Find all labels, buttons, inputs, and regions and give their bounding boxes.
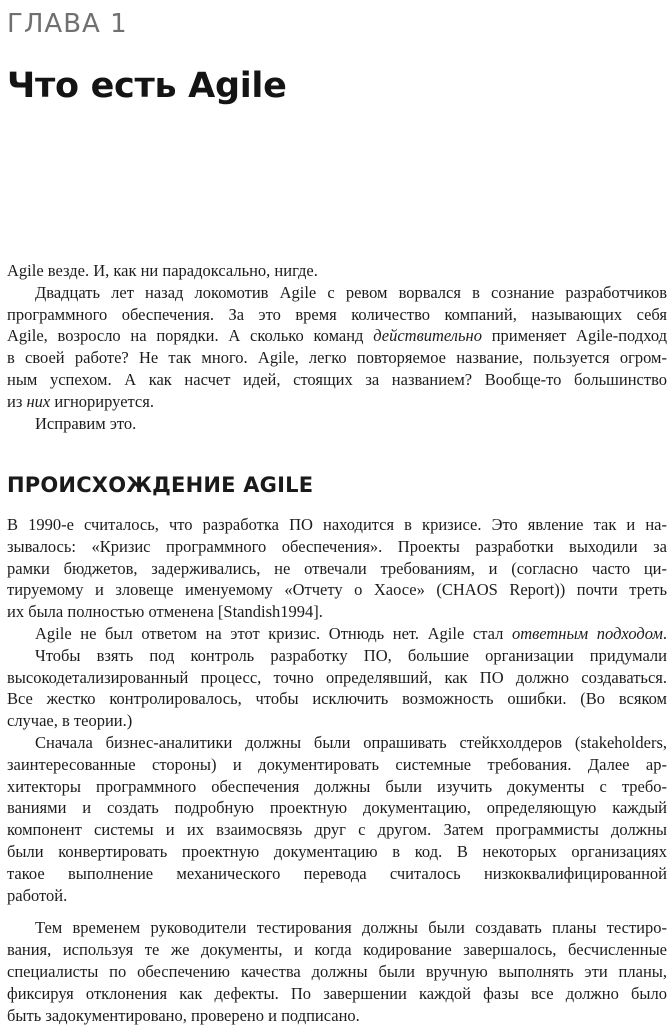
text-line [7, 819, 667, 841]
text-span: Исправим это. [35, 413, 137, 433]
text-span: Двадцать лет назад локомотив Agile с ревом ворвался в сознание разработчиков [35, 282, 667, 302]
text-span: зывалось: «Кризис программного обеспечения». Проекты разработки выходили за [7, 536, 667, 556]
text-span: тируемому и зловеще именуемому «Отчету о Хаосе» (CHAOS Report)) почти треть [7, 580, 667, 600]
chapter-title: Что есть Agile [7, 66, 287, 106]
text-line [7, 732, 667, 754]
emphasis-text: них [26, 391, 51, 411]
text-line [7, 558, 667, 580]
text-line [7, 369, 667, 391]
text-span: такое выполнение механического перевода считалось низкоквалифицированной [7, 863, 667, 883]
text-span: Чтобы взять под контроль разработку ПО, большие организации придумали [35, 645, 667, 665]
intro-paragraphs [7, 260, 667, 434]
text-line [7, 282, 667, 304]
text-span: специалисты по обеспечению качества должны были вручную выполнять эти планы, [7, 961, 667, 981]
section-heading: ПРОИСХОЖДЕНИЕ AGILE [7, 473, 314, 497]
text-line [7, 917, 667, 939]
text-span: их была полностью отменена [Standish1994]. [7, 602, 323, 622]
text-line [7, 623, 667, 645]
text-span: ваниями и создать подробную проектную документацию, определяющую каждый [7, 798, 667, 818]
text-line [7, 579, 667, 601]
emphasis-text: действительно [373, 326, 482, 346]
text-span: Сначала бизнес-аналитики должны были опрашивать стейкхолдеров (stakeholders, [35, 732, 667, 752]
emphasis-text: ответным подходом [511, 623, 663, 643]
text-span: Все жестко контролировалось, чтобы исключить возможность ошибки. (Во всяком [7, 689, 667, 709]
text-line [7, 797, 667, 819]
text-span: рамки бюджетов, задерживались, не отвечали требованиям, и (согласно часто ци- [7, 558, 667, 578]
text-span: Тем временем руководители тестирования должны были создавать планы тестиро- [35, 918, 667, 938]
text-span: Agile везде. И, как ни парадоксально, нигде. [7, 261, 318, 280]
text-line [7, 961, 667, 983]
text-span: из [7, 391, 27, 411]
text-line [7, 939, 667, 961]
text-span: вания, используя те же документы, и когда кодирование завершалось, бесчисленные [7, 940, 667, 960]
text-span: фиксируя отклонения как дефекты. По завершении каждой фазы все должно было [7, 983, 667, 1003]
text-line [7, 1005, 667, 1026]
text-line [7, 863, 667, 885]
text-line [7, 601, 667, 623]
text-line [7, 413, 667, 435]
text-span: . [662, 623, 667, 643]
text-span: В 1990-е считалось, что разработка ПО находится в кризисе. Это явление так и на- [7, 515, 667, 534]
text-span: в своей работе? Не так много. Agile, легко повторяемое название, пользуется огром- [7, 348, 667, 368]
text-line [7, 667, 667, 689]
text-span: ным успехом. А как насчет идей, стоящих за названием? Вообще-то большинство [7, 369, 667, 389]
text-line [7, 688, 667, 710]
text-line [7, 983, 667, 1005]
text-span: игнорируется. [50, 391, 154, 411]
text-line [7, 536, 667, 558]
text-span: заинтересованные стороны) и документировать системные требования. Далее ар- [7, 754, 667, 774]
text-line [7, 754, 667, 776]
text-span: программного обеспечения. За это время количество компаний, называющих себя [7, 304, 667, 324]
text-line [7, 514, 667, 536]
text-span: работой. [7, 885, 68, 905]
section-body [7, 514, 667, 1026]
text-line [7, 645, 667, 667]
text-span: были конвертировать проектную документацию в код. В некоторых организациях [7, 841, 667, 861]
text-span: хитекторы программного обеспечения должны были изучить документы с требо- [7, 776, 667, 796]
chapter-label: ГЛАВА 1 [7, 9, 128, 39]
text-line [7, 304, 667, 326]
text-span: быть задокументировано, проверено и подписано. [7, 1005, 360, 1025]
text-span: высокодетализированный процесс, точно определявший, как ПО должно создаваться. [7, 667, 667, 687]
text-line [7, 776, 667, 798]
text-line [7, 325, 667, 347]
text-line [7, 841, 667, 863]
text-span: случае, в теории.) [7, 711, 133, 731]
text-line [7, 710, 667, 732]
text-line [7, 885, 667, 907]
text-line [7, 347, 667, 369]
text-line [7, 260, 667, 282]
text-span: компонент системы и их взаимосвязь друг с другом. Затем программисты должны [7, 820, 667, 840]
text-line [7, 391, 667, 413]
text-span: Agile не был ответом на этот кризис. Отнюдь нет. Agile стал [35, 623, 512, 643]
text-span: Agile, возросло на порядки. А сколько команд [7, 326, 374, 346]
text-span: применяет Agile-подход [481, 326, 667, 346]
